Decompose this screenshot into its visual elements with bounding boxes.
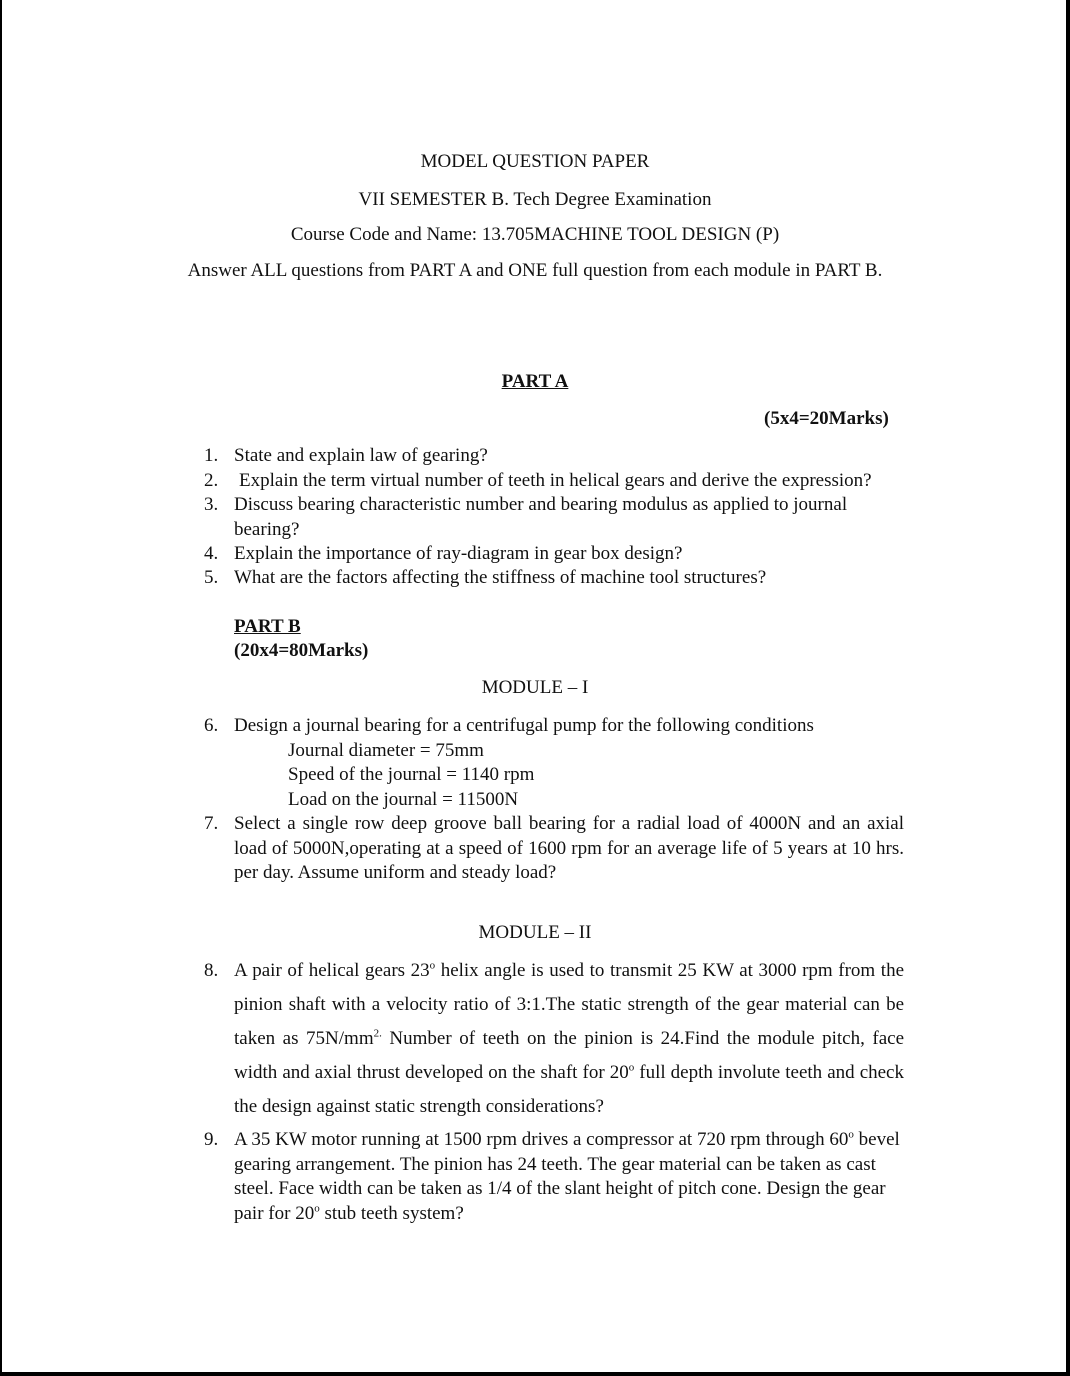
condition-speed: Speed of the journal = 1140 rpm bbox=[288, 764, 535, 785]
question-8 bbox=[204, 954, 904, 1124]
question-7 bbox=[204, 812, 904, 886]
question-text: Select a single row deep groove ball bearing for a radial load of 4000N and an axial load of 5000N,operating at a speed of 1600 rpm for an average life of 5 years at 10 hrs. per day. Assume uniform and steady load? bbox=[234, 813, 904, 883]
question-1 bbox=[204, 444, 904, 469]
question-number: 1. bbox=[204, 445, 219, 466]
question-4 bbox=[204, 542, 904, 567]
paper-title: MODEL QUESTION PAPER bbox=[420, 151, 650, 172]
question-text: Discuss bearing characteristic number and bearing modulus as applied to journal bearing? bbox=[234, 494, 848, 540]
part-a-marks: (5x4=20Marks) bbox=[764, 408, 889, 429]
question-number: 9. bbox=[204, 1129, 219, 1150]
question-number: 2. bbox=[204, 470, 219, 491]
part-a-heading: PART A bbox=[501, 371, 569, 392]
part-b-marks: (20x4=80Marks) bbox=[234, 640, 369, 661]
page-border-bottom bbox=[0, 1372, 1070, 1376]
question-9 bbox=[204, 1128, 904, 1226]
question-number: 7. bbox=[204, 813, 219, 834]
condition-diameter: Journal diameter = 75mm bbox=[288, 739, 484, 761]
course-name: Course Code and Name: 13.705MACHINE TOOL DESIGN (P) bbox=[290, 224, 780, 245]
instructions: Answer ALL questions from PART A and ONE full question from each module in PART B. bbox=[187, 260, 883, 281]
question-text: Explain the term virtual number of teeth in helical gears and derive the expression? bbox=[239, 470, 872, 491]
question-text: Design a journal bearing for a centrifugal pump for the following conditions bbox=[234, 715, 814, 736]
question-text: A pair of helical gears 23$^o$ helix angle is used to transmit 25 KW at 3000 rpm from the pinion shaft with a velocity ratio of 3:1.The static strength of the gear material can be taken as $75N/mm^{2.}$ Number of teeth on the pinion is 24.Find the module pitch, face width and axial thrust developed on the shaft for 20$^o$ full depth involute teeth and check the design against static strength considerations? bbox=[234, 959, 905, 1117]
part-b-heading: PART B bbox=[234, 616, 301, 637]
question-number: 8. bbox=[204, 960, 219, 981]
question-6 bbox=[204, 714, 904, 812]
condition-load: Load on the journal = 11500N bbox=[288, 788, 519, 810]
question-text: State and explain law of gearing? bbox=[234, 445, 488, 466]
question-3 bbox=[204, 493, 874, 542]
question-2 bbox=[204, 469, 904, 494]
module-2-heading: MODULE – II bbox=[478, 922, 592, 943]
question-number: 5. bbox=[204, 567, 219, 588]
question-text: A 35 KW motor running at 1500 rpm drives a compressor at 720 rpm through 60$^o$ bevel gearing arrangement. The pinion has 24 teeth. The gear material can be taken as cast steel. Face width can be taken as 1/4 of the slant height of pitch cone. Design the gear pair for 20$^o$ stub teeth system? bbox=[234, 1128, 900, 1224]
question-text: What are the factors affecting the stiffness of machine tool structures? bbox=[234, 567, 767, 588]
question-number: 4. bbox=[204, 543, 219, 564]
question-number: 6. bbox=[204, 715, 219, 736]
exam-name: VII SEMESTER B. Tech Degree Examination bbox=[358, 189, 712, 210]
module-1-heading: MODULE – I bbox=[481, 677, 589, 698]
question-5 bbox=[204, 566, 904, 591]
question-number: 3. bbox=[204, 494, 219, 515]
question-text: Explain the importance of ray-diagram in gear box design? bbox=[234, 543, 683, 564]
